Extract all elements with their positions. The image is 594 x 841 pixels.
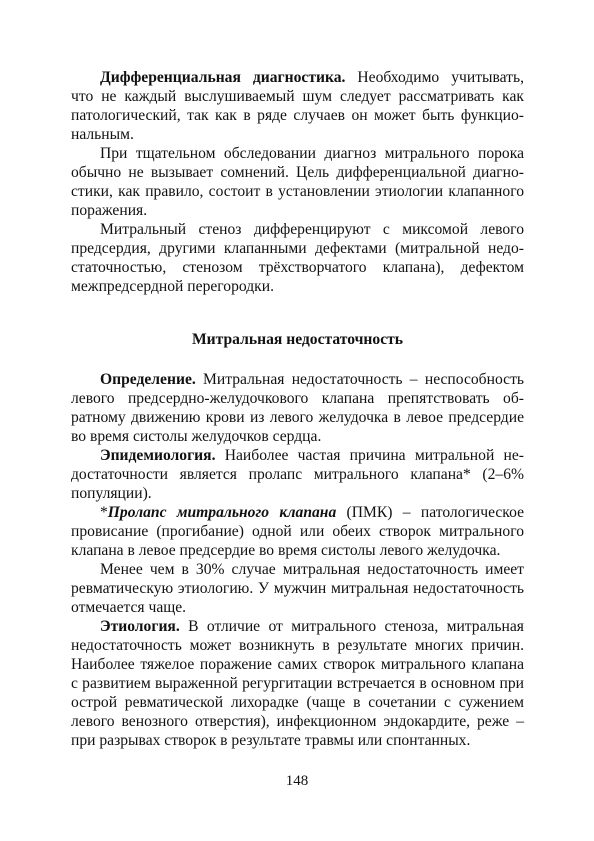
- mitral-insufficiency-section: [71, 370, 524, 750]
- paragraph-title: Этиология.: [100, 618, 180, 635]
- paragraph-pmk: [71, 503, 524, 560]
- page-number: 148: [285, 773, 309, 789]
- paragraph-title: Эпидемиология.: [100, 447, 216, 464]
- paragraph-text: В отличие от митрального стеноза, митральная недостаточность может возникнуть в результате многих причин. Наиболее тяжелое поражение самих створок митрального клапана с развитием выраженной регургитации встречается в основном при острой ревматической лихорадке (чаще в сочетании с сужением левого венозного отверстия), инфекционном эндокардите, реже – при разрывах створок в результате травмы или спонтанных.: [71, 618, 524, 749]
- footnote-star: *: [100, 504, 108, 521]
- paragraph-text: Наиболее частая причина митральной недостаточности является пролапс митрального клапана* (2–6% популяции).: [71, 447, 524, 502]
- paragraph-mitral-stenosis: Митральный стеноз дифференцируют с миксомой левого предсердия, другими клапанными дефектами (митральной недостаточностью, стенозом трёхстворчатого клапана), дефектом межпредсердной перегородки.: [71, 221, 524, 295]
- paragraph-title: Определение.: [100, 371, 196, 388]
- paragraph-title: Дифференциальная диагностика.: [100, 69, 346, 86]
- paragraph-etiology: [71, 617, 524, 750]
- paragraph-definition: [71, 370, 524, 446]
- paragraph-text: Необходимо учитывать, что не каждый выслушиваемый шум следует рассматривать как патологический, так как в ряде случаев он может быть функциональным.: [71, 69, 524, 143]
- section-heading: Митральная недостаточность: [191, 331, 404, 348]
- paragraph-diagnosis: При тщательном обследовании диагноз митрального порока обычно не вызывает сомнений. Цель дифференциальной диагностики, как правило, состоит в установлении этиологии клапанного поражения.: [71, 145, 524, 219]
- paragraph-title: Пролапс митрального клапана: [107, 504, 337, 521]
- paragraph-differential-intro: [71, 68, 524, 144]
- differential-diagnosis-section: [71, 68, 524, 296]
- paragraph-epidemiology: [71, 446, 524, 503]
- section-heading-wrapper: [71, 330, 524, 349]
- paragraph-rheumatic: Менее чем в 30% случае митральная недостаточность имеет ревматическую этиологию. У мужчин митральная недостаточность отмечается чаще.: [71, 561, 524, 616]
- paragraph-text: (ПМК) – патологическое провисание (прогибание) одной или обеих створок митрального клапана в левое предсердие во время систолы левого желудочка.: [71, 504, 524, 559]
- paragraph-text: Митральная недостаточность – неспособность левого предсердно-желудочкового клапана препятствовать обратному движению крови из левого желудочка в левое предсердие во время систолы желудочков сердца.: [71, 371, 524, 445]
